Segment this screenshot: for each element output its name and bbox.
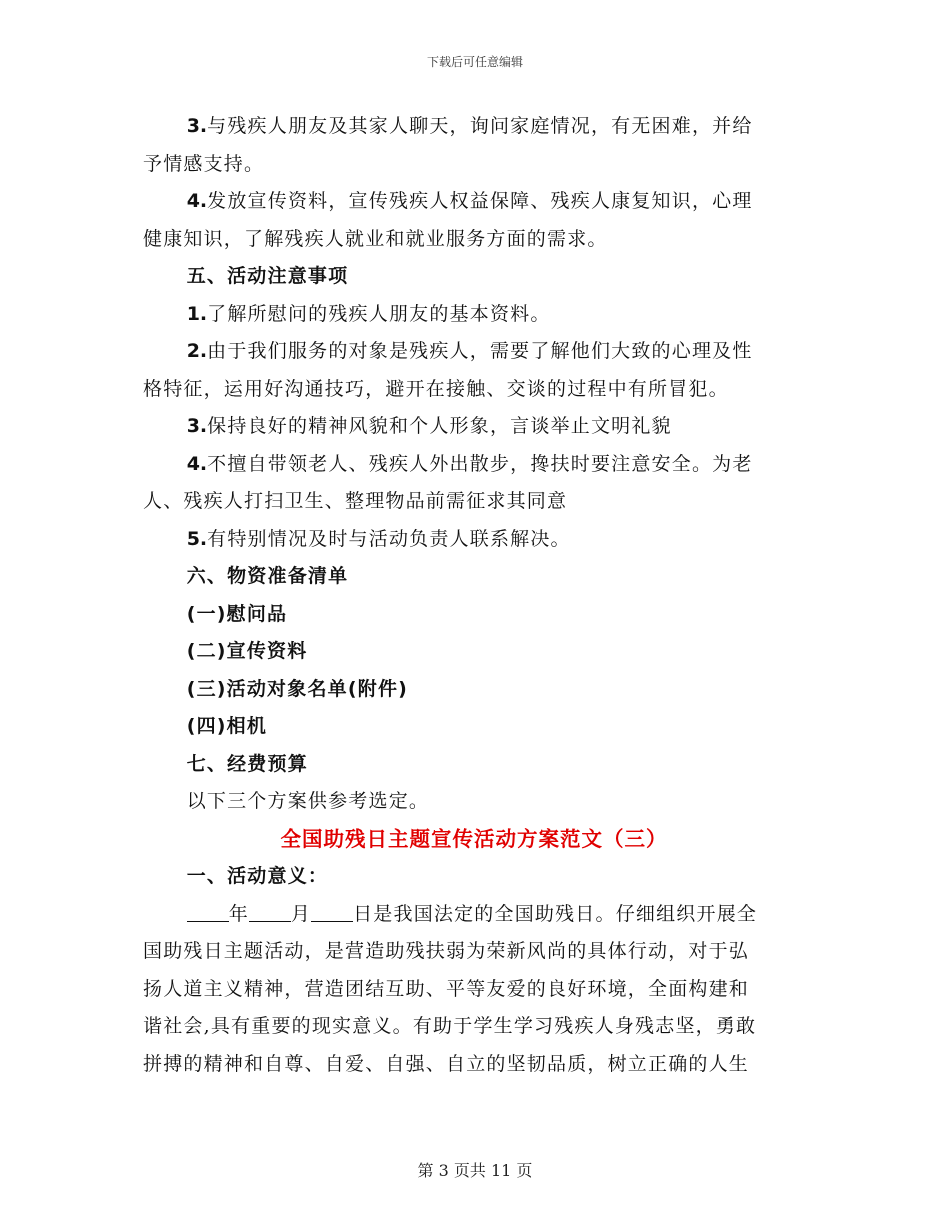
note-4-continued: 人、残疾人打扫卫生、整理物品前需征求其同意 xyxy=(143,490,568,512)
item-3-continued: 予情感支持。 xyxy=(143,152,265,175)
item-text: 有特别情况及时与活动负责人联系解决。 xyxy=(207,527,571,550)
year-label: 年 xyxy=(228,902,249,925)
item-text: 保持良好的精神风貌和个人形象，言谈举止文明礼貌 xyxy=(207,415,672,437)
note-4 xyxy=(143,446,805,484)
section-7-heading: 七、经费预算 xyxy=(186,752,308,775)
document-title: 全国助残日主题宣传活动方案范文（三） xyxy=(280,826,668,851)
page-header: 下载后可任意编辑 xyxy=(426,55,523,69)
item-4-continued: 健康知识，了解残疾人就业和就业服务方面的需求。 xyxy=(143,227,608,250)
month-blank xyxy=(249,903,291,922)
item-number: 2. xyxy=(186,340,208,362)
section-5-heading: 五、活动注意事项 xyxy=(186,265,349,287)
part-1-heading: 一、活动意义： xyxy=(186,865,329,887)
item-number: 3. xyxy=(186,115,208,137)
item-number: 5. xyxy=(186,527,208,550)
supply-item: (二)宣传资料 xyxy=(186,640,308,662)
section-7-text: 以下三个方案供参考选定。 xyxy=(186,790,430,812)
item-3 xyxy=(143,108,805,146)
note-3 xyxy=(143,408,805,446)
item-number: 4. xyxy=(186,190,208,212)
note-2-continued: 格特征，运用好沟通技巧，避开在接触、交谈的过程中有所冒犯。 xyxy=(143,377,729,400)
year-blank xyxy=(187,903,229,922)
day-blank xyxy=(311,903,353,922)
note-1 xyxy=(143,296,805,334)
item-text: 不擅自带领老人、残疾人外出散步，搀扶时要注意安全。为老 xyxy=(207,452,753,475)
item-number: 3. xyxy=(186,415,208,437)
note-5 xyxy=(143,521,805,559)
supply-item: (三)活动对象名单(附件) xyxy=(186,677,409,700)
supply-item: (四)相机 xyxy=(186,715,268,737)
part-1-line-2: 国助残日主题活动，是营造助残扶弱为荣新风尚的具体行动，对于弘 xyxy=(143,940,750,962)
item-number: 4. xyxy=(186,452,208,475)
part-1-line-1 xyxy=(143,896,805,934)
item-text: 由于我们服务的对象是残疾人，需要了解他们大致的心理及性 xyxy=(207,340,753,362)
document-body xyxy=(143,108,805,1083)
page-footer: 第 3 页共 11 页 xyxy=(417,1161,533,1180)
note-2 xyxy=(143,333,805,371)
section-6-heading: 六、物资准备清单 xyxy=(186,565,349,587)
item-text: 发放宣传资料，宣传残疾人权益保障、残疾人康复知识，心理 xyxy=(207,190,753,212)
part-1-line-4: 谐社会,具有重要的现实意义。有助于学生学习残疾人身残志坚，勇敢 xyxy=(143,1015,757,1037)
item-text: 了解所慰问的残疾人朋友的基本资料。 xyxy=(207,302,551,325)
month-label: 月 xyxy=(290,902,312,925)
part-1-line-5: 拼搏的精神和自尊、自爱、自强、自立的坚韧品质，树立正确的人生 xyxy=(143,1052,750,1075)
item-number: 1. xyxy=(186,302,208,325)
item-text: 与残疾人朋友及其家人聊天，询问家庭情况，有无困难，并给 xyxy=(207,115,753,137)
part-1-line-3: 扬人道主义精神，营造团结互助、平等友爱的良好环境，全面构建和 xyxy=(143,977,750,1000)
day-text: 日是我国法定的全国助残日。仔细组织开展全 xyxy=(353,902,758,925)
supply-item: (一)慰问品 xyxy=(186,602,288,625)
item-4 xyxy=(143,183,805,221)
